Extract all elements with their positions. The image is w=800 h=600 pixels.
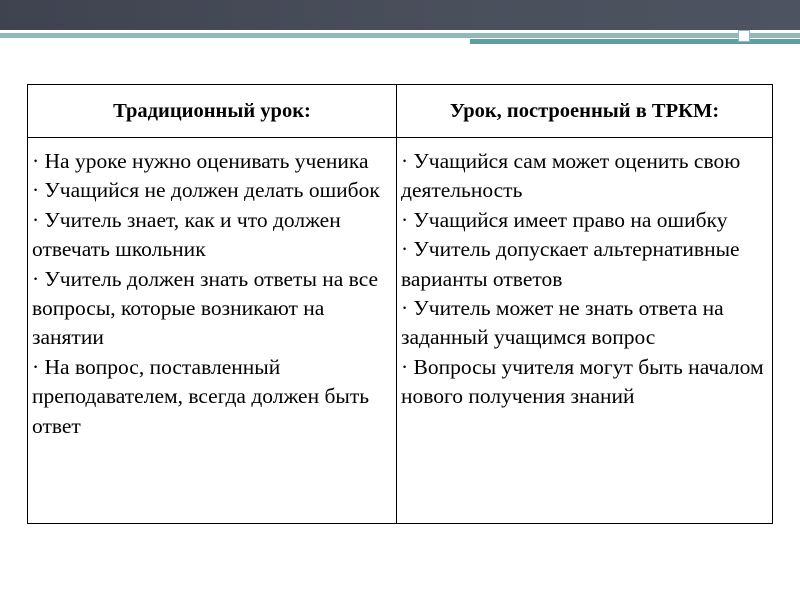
list-item: · Учащийся сам может оценить свою деятельность bbox=[401, 149, 741, 203]
list-item: · На уроке нужно оценивать ученика bbox=[32, 149, 369, 173]
header-trkm-lesson: Урок, построенный в ТРКМ: bbox=[397, 85, 773, 138]
list-item: · На вопрос, поставленный преподавателем, всегда должен быть ответ bbox=[32, 354, 370, 438]
list-item: · Учитель может не знать ответа на заданный учащимся вопрос bbox=[401, 296, 724, 350]
accent-bar-light bbox=[0, 33, 800, 38]
trkm-lesson-cell bbox=[397, 138, 773, 524]
list-item: · Учащийся имеет право на ошибку bbox=[401, 207, 728, 232]
list-item: · Учитель знает, как и что должен отвечать школьник bbox=[32, 207, 341, 262]
accent-notch bbox=[738, 30, 750, 42]
table-row bbox=[28, 138, 773, 524]
slide-header-band bbox=[0, 0, 800, 30]
traditional-lesson-cell bbox=[28, 138, 397, 524]
list-item: · Учитель допускает альтернативные варианты ответов bbox=[401, 237, 740, 291]
table-header-row bbox=[28, 85, 773, 138]
accent-bar-dark bbox=[470, 39, 800, 44]
header-traditional-lesson: Традиционный урок: bbox=[28, 85, 397, 138]
comparison-table bbox=[27, 84, 773, 524]
list-item: · Вопросы учителя могут быть началом нового получения знаний bbox=[401, 354, 764, 409]
list-item: · Учащийся не должен делать ошибок bbox=[32, 178, 380, 203]
list-item: · Учитель должен знать ответы на все вопросы, которые возникают на занятии bbox=[32, 266, 379, 350]
slide-accent-strip bbox=[0, 30, 800, 46]
